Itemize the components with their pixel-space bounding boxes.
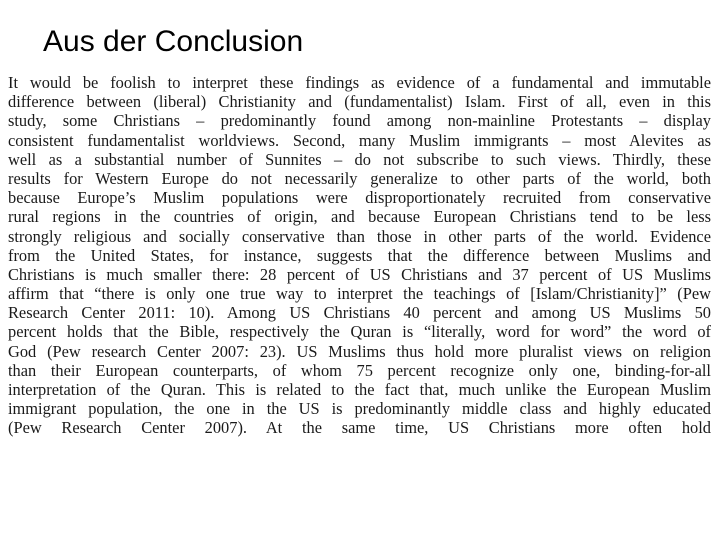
excerpt-line: than their European counterparts, of whom 75 percent recognize only one, binding-for-all [8, 360, 711, 380]
excerpt-line: (Pew Research Center 2007). At the same time, US Christians more often hold [8, 418, 711, 438]
excerpt-line: well as a substantial number of Sunnites – do not subscribe to such views. Thirdly, these [8, 149, 711, 169]
excerpt-text-block [8, 73, 711, 438]
excerpt-line: God (Pew research Center 2007: 23). US Muslims thus hold more pluralist views on religion [8, 341, 711, 361]
excerpt-line: affirm that “there is only one true way to interpret the teachings of [Islam/Christianity]” (Pew [8, 284, 711, 304]
excerpt-line: interpretation of the Quran. This is related to the fact that, much unlike the European Muslim [8, 380, 711, 399]
excerpt-line: immigrant population, the one in the US is predominantly middle class and highly educated [8, 399, 711, 419]
excerpt-line: because Europe’s Muslim populations were disproportionately recruited from conservative [8, 188, 711, 208]
excerpt-line: consistent fundamentalist worldviews. Second, many Muslim immigrants – most Alevites as [8, 130, 711, 150]
excerpt-line: rural regions in the countries of origin, and because European Christians tend to be less [8, 207, 711, 227]
excerpt-line: difference between (liberal) Christianity and (fundamentalist) Islam. First of all, even in this [8, 92, 711, 112]
excerpt-line: from the United States, for instance, suggests that the difference between Muslims and [8, 245, 711, 265]
excerpt-line: study, some Christians – predominantly found among non-mainline Protestants – display [8, 111, 711, 131]
excerpt-line: Research Center 2011: 10). Among US Christians 40 percent and among US Muslims 50 [8, 303, 711, 323]
slide-title: Aus der Conclusion [43, 25, 304, 58]
excerpt-line: percent holds that the Bible, respectively the Quran is “literally, word for word” the word of [8, 322, 711, 342]
excerpt-line: It would be foolish to interpret these findings as evidence of a fundamental and immutable [8, 73, 711, 92]
excerpt-line: Christians is much smaller there: 28 percent of US Christians and 37 percent of US Muslims [8, 264, 711, 284]
excerpt-line: strongly religious and socially conservative than those in other parts of the world. Evidence [8, 226, 711, 246]
excerpt-line: results for Western Europe do not necessarily generalize to other parts of the world, both [8, 168, 711, 188]
